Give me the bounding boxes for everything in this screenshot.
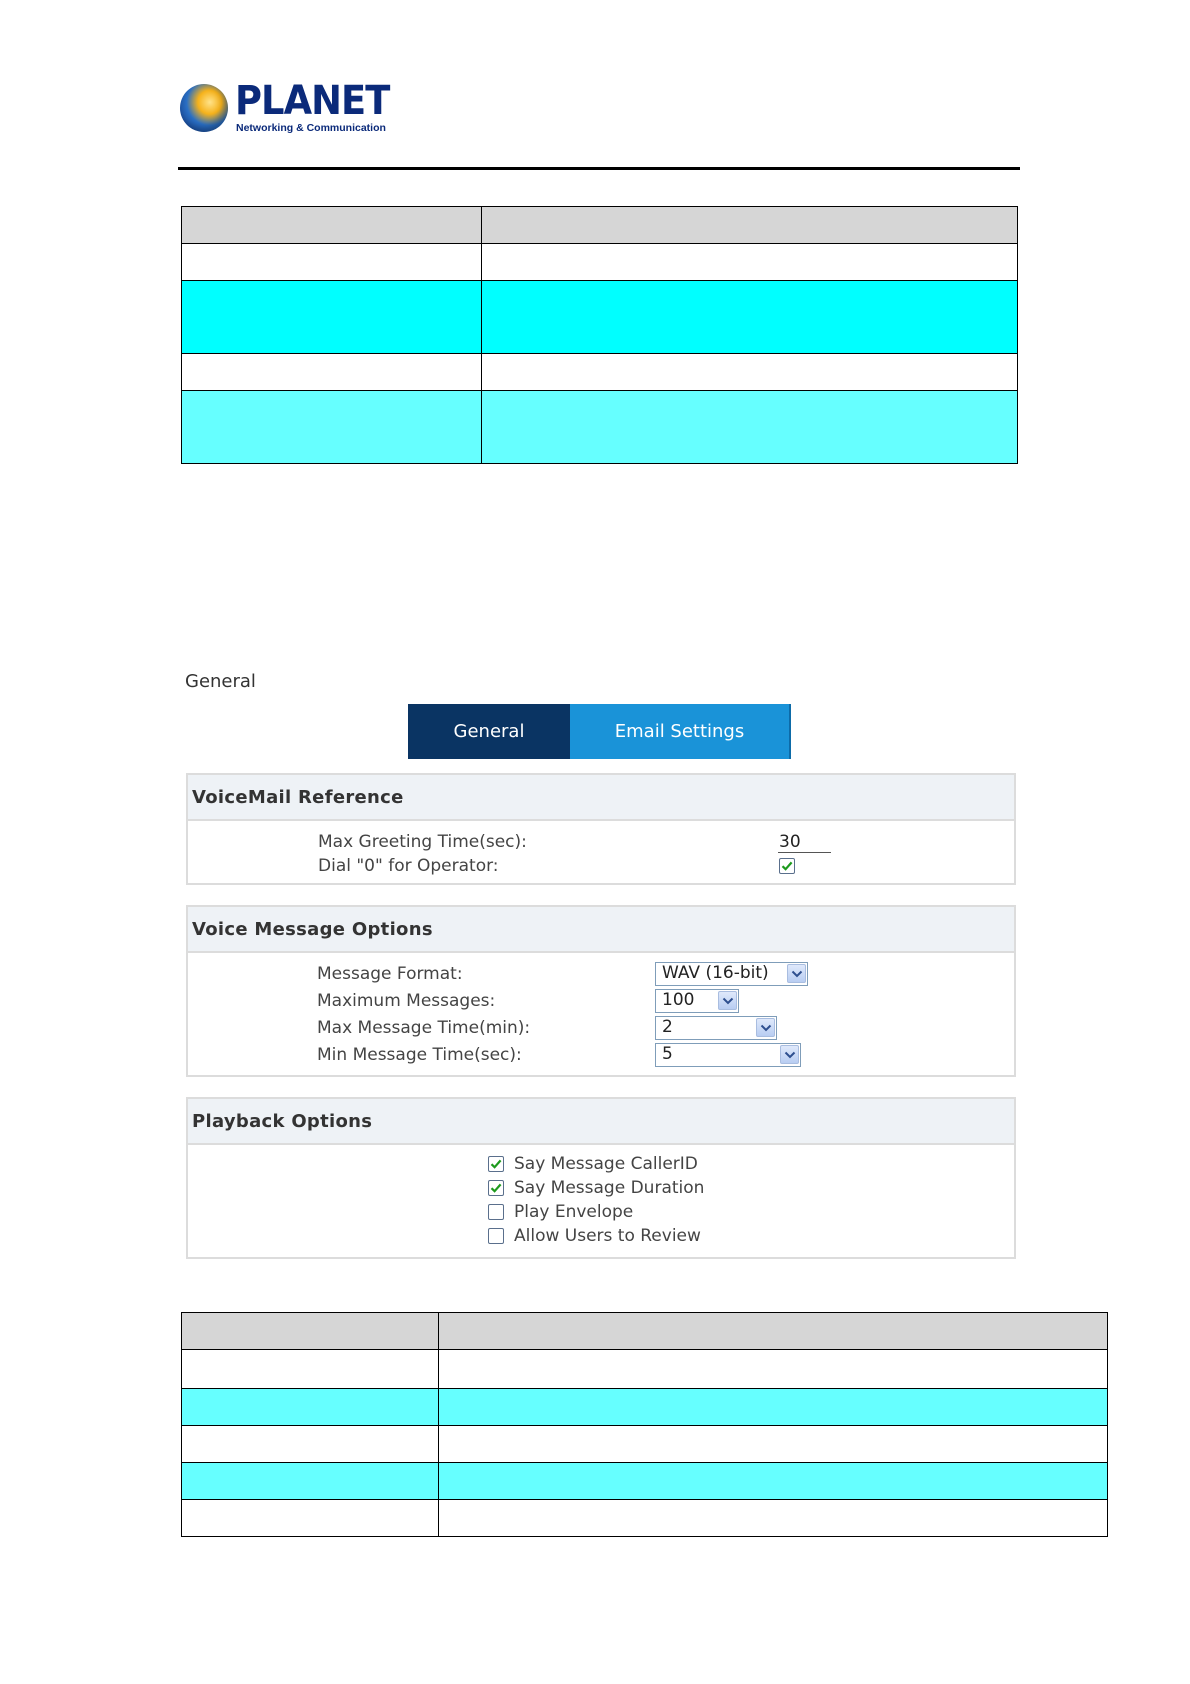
table-row: [182, 244, 1018, 281]
table-row: [182, 391, 1018, 464]
panel-title: Playback Options: [188, 1099, 1014, 1145]
say-callerid-checkbox[interactable]: [488, 1156, 504, 1172]
play-envelope-checkbox[interactable]: [488, 1204, 504, 1220]
chevron-down-icon: [784, 1050, 796, 1060]
table-row: [182, 281, 1018, 354]
min-message-time-label: Min Message Time(sec):: [317, 1045, 522, 1065]
chevron-down-icon: [722, 996, 734, 1006]
tab-general[interactable]: General: [408, 704, 570, 759]
table-header-row: [182, 1313, 1108, 1350]
select-value: 5: [662, 1044, 673, 1064]
table-row: [182, 1500, 1108, 1537]
play-envelope-label: Play Envelope: [514, 1202, 634, 1222]
table-header-row: [182, 207, 1018, 244]
panel-title: VoiceMail Reference: [188, 775, 1014, 821]
table-row: [182, 1350, 1108, 1389]
max-greeting-label: Max Greeting Time(sec):: [318, 832, 527, 852]
max-greeting-input[interactable]: 30: [778, 832, 831, 853]
maximum-messages-select[interactable]: [655, 989, 739, 1013]
voicemail-reference-panel: [186, 773, 1016, 885]
top-table: [181, 206, 1018, 464]
logo-wordmark: PLANET: [235, 78, 390, 124]
select-value: WAV (16-bit): [662, 963, 769, 983]
message-format-label: Message Format:: [317, 964, 463, 984]
table-row: [182, 1463, 1108, 1500]
figure-caption: General: [185, 671, 256, 692]
tab-bar: [408, 704, 791, 759]
header-divider: [178, 167, 1020, 170]
dial-zero-checkbox[interactable]: [779, 858, 795, 874]
min-message-time-select[interactable]: [655, 1043, 801, 1067]
say-callerid-label: Say Message CallerID: [514, 1154, 698, 1174]
say-duration-label: Say Message Duration: [514, 1178, 705, 1198]
checkmark-icon: [780, 859, 794, 873]
planet-logo: [180, 78, 390, 138]
allow-review-checkbox[interactable]: [488, 1228, 504, 1244]
say-duration-checkbox[interactable]: [488, 1180, 504, 1196]
chevron-down-icon: [760, 1023, 772, 1033]
select-value: 100: [662, 990, 695, 1010]
checkmark-icon: [489, 1181, 503, 1195]
table-row: [182, 1426, 1108, 1463]
playback-options-panel: [186, 1097, 1016, 1259]
table-row: [182, 354, 1018, 391]
checkmark-icon: [489, 1157, 503, 1171]
max-message-time-label: Max Message Time(min):: [317, 1018, 531, 1038]
tab-email-settings[interactable]: Email Settings: [570, 704, 791, 759]
table-row: [182, 1389, 1108, 1426]
globe-icon: [180, 84, 228, 132]
logo-tagline: Networking & Communication: [236, 122, 386, 134]
bottom-table: [181, 1312, 1108, 1537]
max-message-time-select[interactable]: [655, 1016, 777, 1040]
voice-message-options-panel: [186, 905, 1016, 1077]
panel-title: Voice Message Options: [188, 907, 1014, 953]
dial-zero-label: Dial "0" for Operator:: [318, 856, 499, 876]
maximum-messages-label: Maximum Messages:: [317, 991, 496, 1011]
allow-review-label: Allow Users to Review: [514, 1226, 701, 1246]
chevron-down-icon: [791, 969, 803, 979]
select-value: 2: [662, 1017, 673, 1037]
message-format-select[interactable]: [655, 962, 808, 986]
